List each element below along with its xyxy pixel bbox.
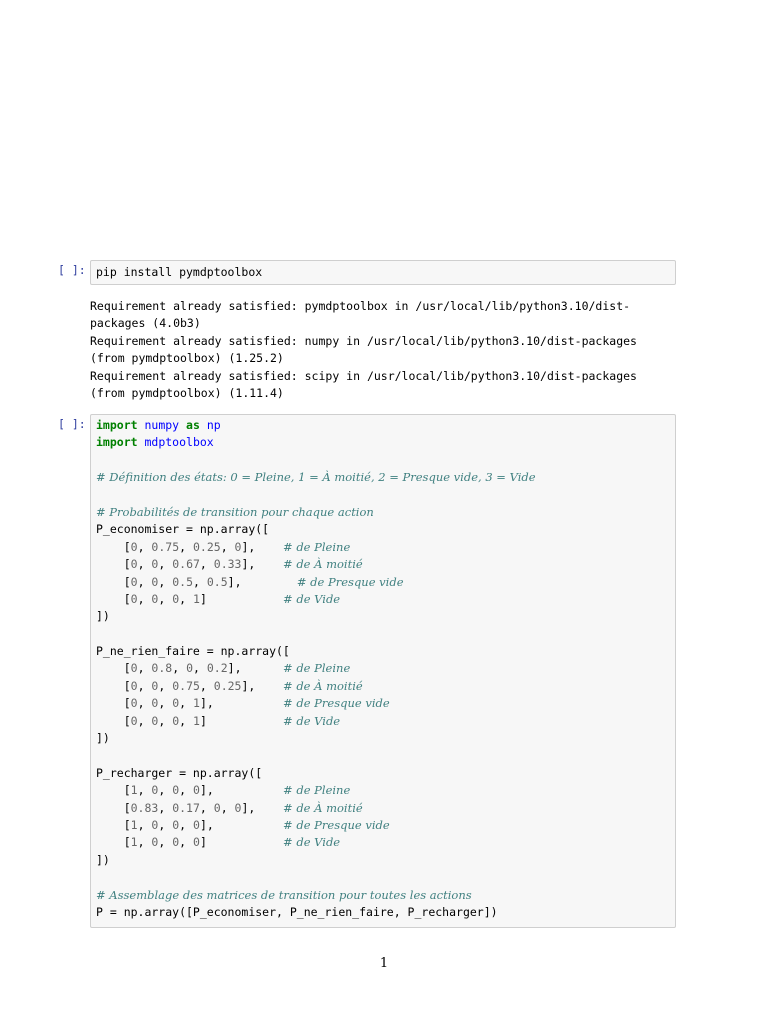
code-line (96, 904, 675, 921)
code-token: , (179, 539, 193, 554)
code-number: 0 (151, 835, 159, 850)
code-module-name: mdptoolbox (144, 435, 214, 450)
code-number: 0 (151, 783, 159, 798)
code-token: , (179, 713, 194, 728)
code-number: 0 (151, 678, 159, 693)
code-comment: # de À moitié (283, 557, 363, 572)
code-token: ], (199, 817, 284, 832)
code-number: 0.25 (192, 539, 221, 554)
code-line (96, 521, 675, 538)
code-token: , (158, 574, 173, 589)
code-token: , (158, 713, 173, 728)
code-line (96, 852, 675, 869)
code-line (96, 487, 675, 504)
code-token: ], (241, 557, 284, 572)
code-line (96, 643, 675, 660)
code-comment: # de Pleine (283, 661, 351, 676)
code-number: 0 (213, 800, 221, 815)
code-token: ]) (96, 852, 110, 867)
code-token: [ (96, 817, 131, 832)
code-number: 0.2 (206, 661, 228, 676)
code-number: 0 (130, 574, 138, 589)
code-keyword: import (96, 435, 138, 450)
code-token: , (158, 817, 173, 832)
code-comment: # de À moitié (283, 800, 363, 815)
code-token: , (220, 539, 235, 554)
code-number: 0.25 (213, 678, 242, 693)
code-cell-1-source[interactable]: pip install pymdptoolbox (96, 265, 263, 279)
code-number: 0 (151, 574, 159, 589)
code-token: P_recharger = np.array([ (96, 765, 263, 780)
code-number: 0.75 (172, 678, 200, 693)
code-token: , (158, 591, 173, 606)
code-number: 0 (130, 557, 138, 572)
code-line (96, 591, 675, 608)
code-keyword: import (96, 418, 138, 432)
code-token: P_ne_rien_faire = np.array([ (96, 644, 290, 659)
code-token: , (137, 678, 152, 693)
code-line (96, 660, 675, 677)
code-line (96, 834, 675, 851)
code-line (96, 556, 675, 573)
code-number: 0 (193, 835, 200, 850)
code-number: 0.8 (151, 661, 173, 676)
code-line (96, 730, 675, 747)
code-token: , (137, 783, 152, 798)
code-token: , (199, 678, 214, 693)
code-number: 0.17 (172, 800, 200, 815)
code-number: 0.5 (206, 574, 228, 589)
code-token: , (179, 817, 194, 832)
code-token: , (137, 696, 152, 711)
code-token (200, 418, 207, 432)
code-token: , (158, 783, 173, 798)
code-number: 0.5 (172, 574, 193, 589)
code-number: 0 (151, 696, 159, 711)
code-line (96, 695, 675, 712)
code-line (96, 817, 675, 834)
code-number: 0 (130, 696, 138, 711)
code-number: 0.33 (213, 557, 242, 572)
code-token: [ (96, 574, 131, 589)
code-token: ] (199, 713, 284, 728)
code-token: , (193, 661, 207, 676)
code-token: ], (241, 539, 284, 554)
code-number: 0 (186, 661, 193, 676)
code-token: ], (199, 783, 284, 798)
code-token: ], (227, 574, 297, 589)
code-token: , (158, 800, 173, 815)
code-token: , (179, 783, 194, 798)
code-line (96, 713, 675, 730)
code-line (96, 608, 675, 625)
code-comment: # de Pleine (283, 539, 351, 554)
code-comment: # de À moitié (283, 678, 363, 693)
code-token: [ (96, 783, 131, 798)
code-module-name: np (206, 418, 221, 432)
code-number: 0 (130, 539, 138, 554)
code-token: [ (96, 713, 131, 728)
code-number: 0.75 (151, 539, 180, 554)
code-token: , (193, 574, 207, 589)
code-number: 1 (130, 817, 138, 832)
code-token: , (158, 835, 173, 850)
code-token: , (137, 591, 152, 606)
code-line (96, 626, 675, 643)
code-number: 0.83 (130, 800, 159, 815)
code-line (96, 469, 675, 486)
code-number: 0 (234, 539, 242, 554)
output-line: (from pymdptoolbox) (1.11.4) (90, 385, 284, 400)
code-line (96, 747, 675, 764)
page-number: 1 (379, 956, 389, 971)
code-number: 0 (172, 817, 180, 832)
code-token: , (158, 557, 173, 572)
code-keyword: as (186, 418, 200, 432)
cell-1-output (90, 298, 690, 402)
code-token: [ (96, 696, 131, 711)
code-cell-2-source[interactable] (91, 415, 675, 921)
code-number: 0 (130, 591, 138, 606)
code-token: , (137, 574, 152, 589)
code-comment: # de Pleine (283, 783, 351, 798)
code-number: 0 (151, 713, 159, 728)
code-number: 0 (172, 696, 180, 711)
code-token: [ (96, 678, 131, 693)
output-line: Requirement already satisfied: scipy in /usr/local/lib/python3.10/dist-packages (90, 368, 637, 383)
code-token: [ (96, 557, 131, 572)
code-comment: # Assemblage des matrices de transition pour toutes les actions (96, 887, 472, 902)
code-line (96, 800, 675, 817)
code-line (96, 504, 675, 521)
code-token: , (137, 557, 152, 572)
output-line: Requirement already satisfied: numpy in /usr/local/lib/python3.10/dist-packages (90, 333, 637, 348)
code-token: P = np.array([P_economiser, P_ne_rien_faire, P_recharger]) (96, 904, 498, 919)
code-number: 0 (151, 817, 159, 832)
code-token: [ (96, 800, 131, 815)
code-number: 1 (130, 783, 138, 798)
code-token: [ (96, 835, 131, 850)
code-number: 1 (193, 713, 200, 728)
code-number: 0 (193, 783, 200, 798)
output-line: packages (4.0b3) (90, 316, 201, 331)
code-number: 0 (151, 557, 159, 572)
code-token: ] (199, 835, 284, 850)
code-token: ], (227, 661, 284, 676)
code-number: 0 (172, 783, 180, 798)
code-token: , (158, 696, 173, 711)
code-line (96, 417, 675, 434)
cell-1-prompt: [ ]: (58, 263, 86, 277)
code-line (96, 539, 675, 556)
code-line (96, 869, 675, 886)
code-token: ] (199, 591, 284, 606)
code-number: 0.67 (172, 557, 200, 572)
code-comment: # de Presque vide (296, 574, 404, 589)
code-number: 1 (193, 591, 200, 606)
code-token: , (137, 661, 152, 676)
output-line: Requirement already satisfied: pymdptoolbox in /usr/local/lib/python3.10/dist- (90, 299, 631, 313)
code-number: 0 (151, 591, 159, 606)
code-token: , (172, 661, 187, 676)
code-token: P_economiser = np.array([ (96, 522, 270, 537)
code-token: , (137, 817, 152, 832)
code-token: , (179, 696, 194, 711)
code-comment: # Définition des états: 0 = Pleine, 1 = À moitié, 2 = Presque vide, 3 = Vide (96, 470, 536, 485)
code-line (96, 574, 675, 591)
code-comment: # de Presque vide (283, 817, 390, 832)
code-line (96, 887, 675, 904)
code-line (96, 452, 675, 469)
code-line (96, 678, 675, 695)
code-comment: # de Vide (283, 713, 341, 728)
code-token: , (137, 835, 152, 850)
code-number: 0 (193, 817, 200, 832)
code-number: 1 (130, 835, 138, 850)
code-token: ], (241, 800, 284, 815)
code-comment: # de Presque vide (283, 696, 390, 711)
code-number: 1 (193, 696, 200, 711)
code-token: ]) (96, 609, 110, 624)
code-token: ], (199, 696, 284, 711)
code-token: [ (96, 591, 131, 606)
output-line: (from pymdptoolbox) (1.25.2) (90, 351, 284, 366)
code-module-name: numpy (144, 418, 180, 432)
code-token: [ (96, 539, 131, 554)
code-token: , (220, 800, 235, 815)
code-cell-1[interactable] (90, 260, 676, 285)
code-number: 0 (130, 678, 138, 693)
code-token: , (199, 800, 214, 815)
code-number: 0 (172, 591, 180, 606)
code-token: [ (96, 661, 131, 676)
code-token: , (179, 591, 194, 606)
code-token: , (137, 713, 152, 728)
code-cell-2[interactable] (90, 414, 676, 928)
code-number: 0 (172, 835, 180, 850)
code-token: , (158, 678, 173, 693)
code-comment: # de Vide (283, 591, 341, 606)
code-token (179, 418, 186, 432)
code-line (96, 782, 675, 799)
code-comment: # de Vide (283, 835, 341, 850)
code-comment: # Probabilités de transition pour chaque action (96, 504, 374, 519)
code-number: 0 (234, 800, 242, 815)
code-token: , (199, 557, 214, 572)
code-line (96, 765, 675, 782)
code-token: ]) (96, 731, 110, 746)
code-token: , (179, 835, 194, 850)
code-token: , (137, 539, 152, 554)
code-number: 0 (130, 713, 138, 728)
cell-2-prompt: [ ]: (58, 417, 86, 431)
code-token: ], (241, 678, 284, 693)
code-number: 0 (130, 661, 138, 676)
code-number: 0 (172, 713, 180, 728)
code-line (96, 434, 675, 451)
